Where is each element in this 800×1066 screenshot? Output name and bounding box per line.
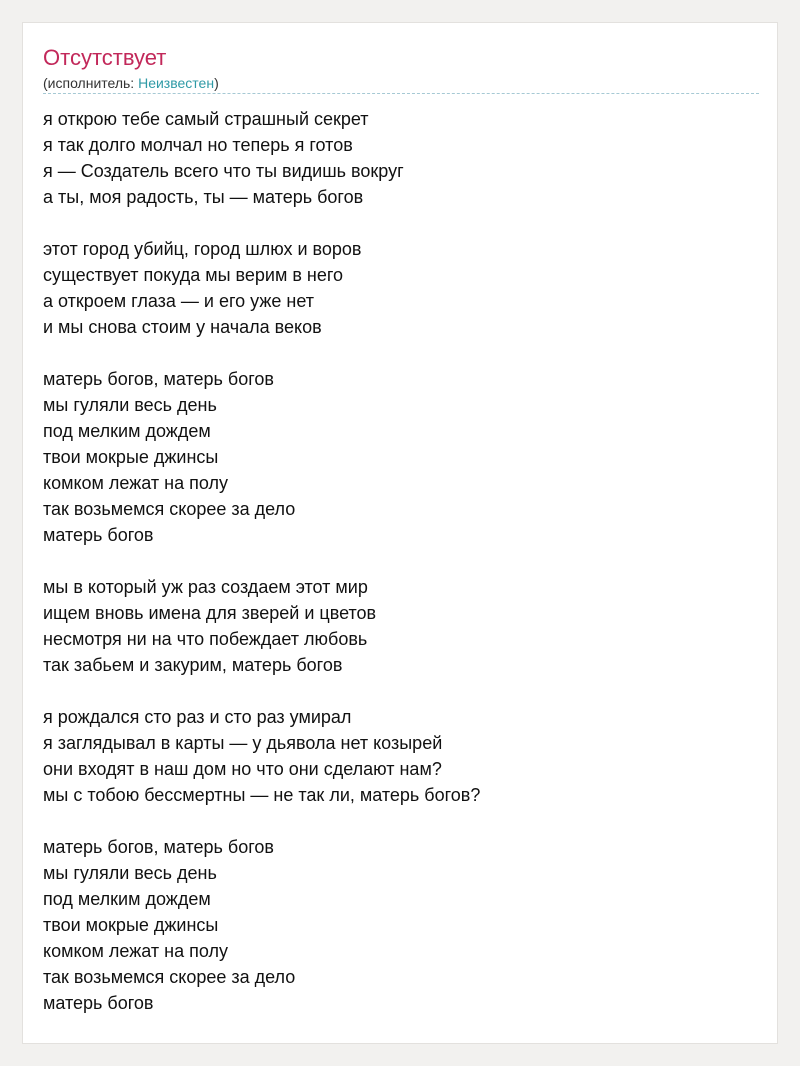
lyrics-line: а ты, моя радость, ты — матерь богов [43, 187, 364, 207]
lyrics-line: так возьмемся скорее за дело [43, 499, 296, 519]
lyrics-line: ищем вновь имена для зверей и цветов [43, 603, 377, 623]
lyrics-line: матерь богов, матерь богов [43, 369, 274, 389]
lyrics-line: мы гуляли весь день [43, 395, 217, 415]
lyrics-line: под мелким дождем [43, 889, 211, 909]
artist-suffix: ) [214, 75, 219, 91]
lyrics-line: я рождался сто раз и сто раз умирал [43, 707, 352, 727]
lyrics-line: я — Создатель всего что ты видишь вокруг [43, 161, 404, 181]
song-header [43, 45, 759, 92]
lyrics-stanza [43, 704, 759, 808]
lyrics-line: и мы снова стоим у начала веков [43, 317, 322, 337]
lyrics-line: они входят в наш дом но что они сделают нам? [43, 759, 442, 779]
lyrics-line: матерь богов [43, 993, 154, 1013]
lyrics-line: мы гуляли весь день [43, 863, 217, 883]
lyrics-line: комком лежат на полу [43, 941, 228, 961]
lyrics-card [22, 22, 778, 1044]
lyrics-line: этот город убийц, город шлюх и воров [43, 239, 362, 259]
lyrics-stanza [43, 574, 759, 678]
lyrics-line: я заглядывал в карты — у дьявола нет козырей [43, 733, 443, 753]
lyrics-line: под мелким дождем [43, 421, 211, 441]
lyrics-line: мы в который уж раз создаем этот мир [43, 577, 368, 597]
artist-line [43, 74, 759, 92]
lyrics-line: твои мокрые джинсы [43, 915, 219, 935]
lyrics-line: я открою тебе самый страшный секрет [43, 109, 369, 129]
artist-prefix: (исполнитель: [43, 75, 139, 91]
lyrics-stanza [43, 106, 759, 210]
lyrics-stanza [43, 236, 759, 340]
header-divider [43, 93, 759, 94]
lyrics-line: так забьем и закурим, матерь богов [43, 655, 343, 675]
lyrics-line: матерь богов, матерь богов [43, 837, 274, 857]
lyrics-line: твои мокрые джинсы [43, 447, 219, 467]
song-title: Отсутствует [43, 45, 167, 70]
lyrics-stanza [43, 366, 759, 548]
lyrics-line: матерь богов [43, 525, 154, 545]
lyrics-line: а откроем глаза — и его уже нет [43, 291, 315, 311]
lyrics-line: так возьмемся скорее за дело [43, 967, 296, 987]
lyrics-line: мы с тобою бессмертны — не так ли, матерь богов? [43, 785, 481, 805]
artist-link[interactable]: Неизвестен [138, 75, 215, 91]
lyrics-line: существует покуда мы верим в него [43, 265, 344, 285]
lyrics-stanza [43, 834, 759, 1016]
lyrics-line: комком лежат на полу [43, 473, 228, 493]
lyrics-text [43, 106, 759, 1042]
lyrics-line: я так долго молчал но теперь я готов [43, 135, 353, 155]
lyrics-line: несмотря ни на что побеждает любовь [43, 629, 368, 649]
